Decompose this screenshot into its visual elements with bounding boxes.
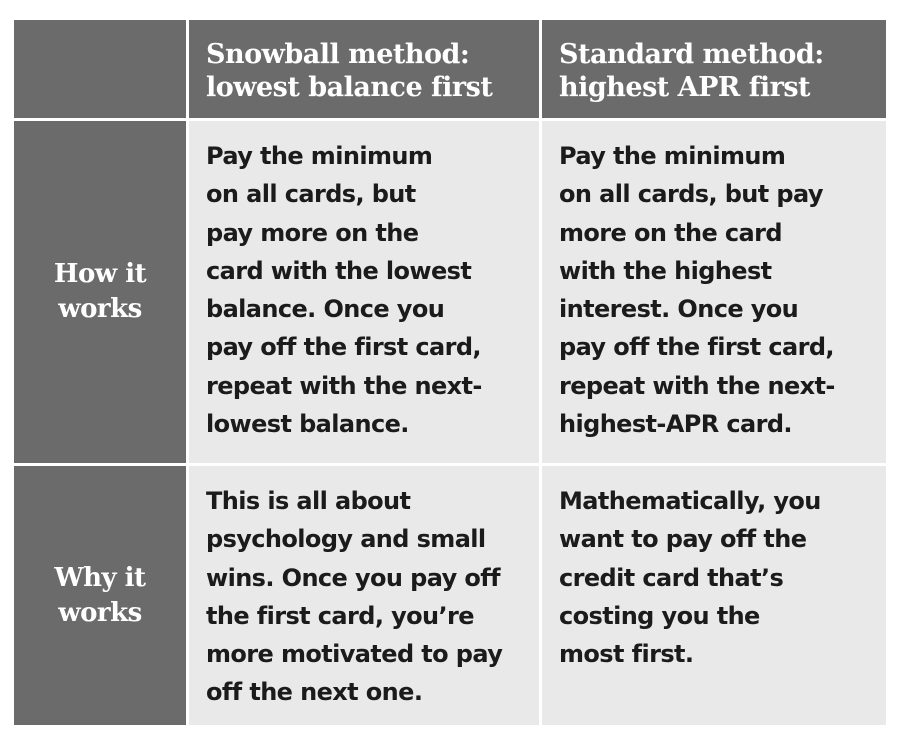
cell-snowball-how: Pay the minimum on all cards, but pay more on the card with the lowest balance. Once you pay off the first card, repeat with the next- lowest balance.	[189, 121, 539, 463]
table-corner-cell	[14, 20, 186, 118]
column-header-standard: Standard method: highest APR first	[542, 20, 886, 118]
comparison-table	[14, 20, 886, 726]
column-header-snowball: Snowball method: lowest balance first	[189, 20, 539, 118]
cell-snowball-why: This is all about psychology and small wins. Once you pay off the first card, you’re more motivated to pay off the next one.	[189, 466, 539, 725]
cell-standard-how: Pay the minimum on all cards, but pay more on the card with the highest interest. Once you pay off the first card, repeat with the next- highest-APR card.	[542, 121, 886, 463]
row-header-label: How it works	[53, 259, 147, 324]
row-header-label: Why it works	[54, 562, 146, 628]
row-header-how-it-works	[14, 121, 186, 463]
row-header-why-it-works	[14, 466, 186, 725]
cell-standard-why: Mathematically, you want to pay off the credit card that’s costing you the most first.	[542, 466, 886, 725]
